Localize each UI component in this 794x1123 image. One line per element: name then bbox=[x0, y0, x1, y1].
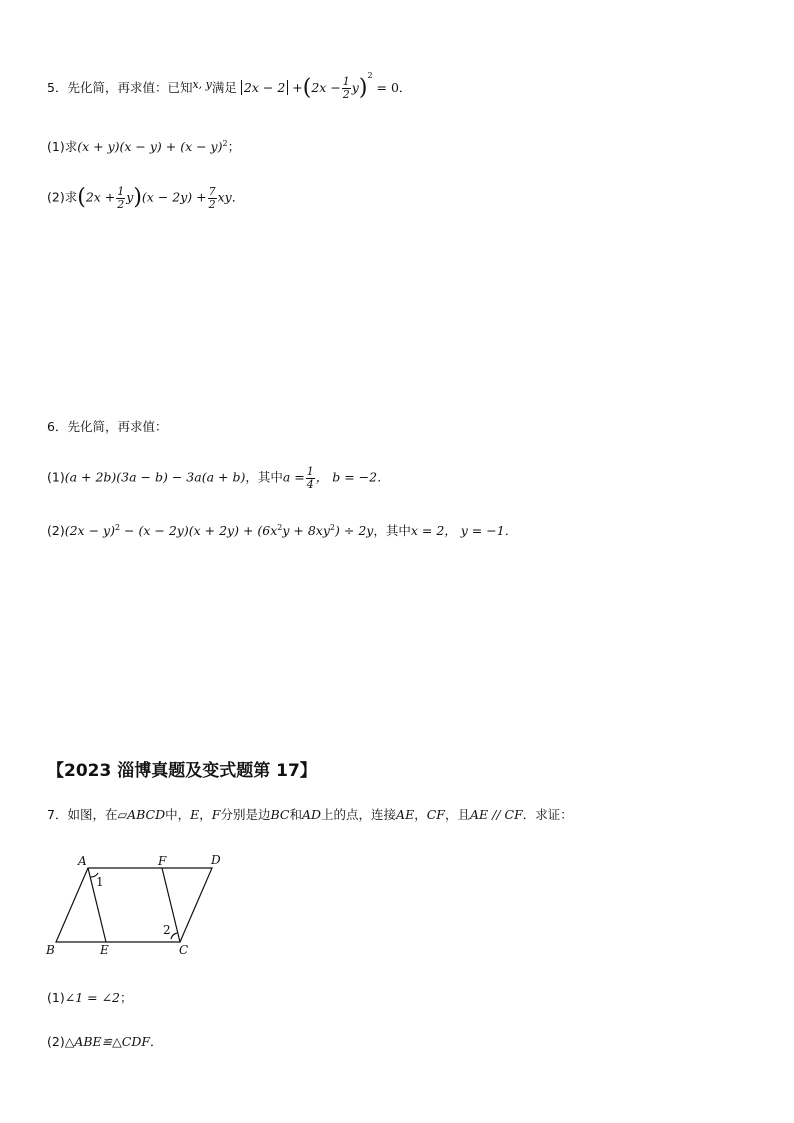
q7-t7: ，且 bbox=[444, 807, 470, 822]
q6-part2-mid: ，其中 bbox=[373, 523, 411, 539]
q5-prefix: 5．先化简，再求值：已知 bbox=[47, 80, 193, 95]
q7-part2 bbox=[47, 1036, 163, 1049]
label-c: C bbox=[179, 943, 189, 957]
q6-part1-a: a = bbox=[282, 469, 305, 485]
q7-ae: AE bbox=[396, 807, 415, 822]
angle-2-arc bbox=[171, 933, 177, 939]
q7-cf: CF bbox=[426, 807, 445, 822]
q7-t1: 中， bbox=[165, 807, 191, 822]
label-a: A bbox=[78, 854, 87, 868]
label-d: D bbox=[211, 853, 221, 867]
q6-part1-expr: (a + 2b)(3a − b) − 3a(a + b) bbox=[64, 469, 246, 485]
q6-part2 bbox=[47, 524, 517, 538]
q6-part2-sq1: 2 bbox=[114, 523, 121, 532]
q5-paren-a: 2x − bbox=[311, 80, 341, 95]
label-angle-1: 1 bbox=[96, 875, 104, 889]
section-heading: 【2023 淄博真题及变式题第 17】 bbox=[47, 761, 317, 781]
q5-plus: + bbox=[292, 80, 303, 95]
q5-part2-a: 2x + bbox=[85, 189, 116, 205]
q5-abs-expr: 2x − 2 bbox=[241, 80, 288, 95]
q5-part2-label: (2)求 bbox=[47, 189, 78, 205]
q7-f: F bbox=[211, 807, 221, 822]
q6-part2-sq2: 2 bbox=[277, 523, 283, 532]
q6-part1-b: ， b = −2． bbox=[315, 469, 390, 485]
q5-part1-label: (1)求 bbox=[47, 139, 78, 155]
q6-part1-label: (1) bbox=[47, 469, 65, 485]
q6-part1-frac: $\frac{1}{4}$ bbox=[306, 465, 314, 491]
q7-t5: 上的点，连接 bbox=[321, 807, 397, 822]
q7-e: E bbox=[190, 807, 200, 822]
q5-part2-frac2: $\frac{7}{2}$ bbox=[208, 185, 216, 211]
q5-part2-b: y bbox=[126, 189, 134, 205]
q7-t2: ， bbox=[199, 807, 212, 822]
q6-part2-label: (2) bbox=[47, 523, 65, 539]
q5-part2-c: (x − 2y) + bbox=[141, 189, 207, 205]
q7-part1-expr: ∠1 = ∠2 bbox=[64, 990, 120, 1005]
q6-part2-expr4: ) ÷ 2y bbox=[335, 523, 374, 539]
q5-vars: x, y bbox=[192, 78, 212, 91]
q6-part2-expr1: (2x − y) bbox=[64, 523, 115, 539]
q6-part1 bbox=[47, 466, 390, 490]
q7-part2-label: (2) bbox=[47, 1034, 65, 1049]
q7-part2-end: ． bbox=[150, 1034, 163, 1049]
q5-mid: 满足 bbox=[211, 80, 237, 95]
q6-part2-vals: x = 2， y = −1． bbox=[410, 523, 518, 539]
label-e: E bbox=[100, 943, 109, 957]
q5-square: 2 bbox=[367, 71, 373, 80]
q5-tail: = 0． bbox=[376, 80, 412, 95]
q5-part1-expr: (x + y)(x − y) + (x − y) bbox=[77, 139, 223, 155]
q7-t4: 和 bbox=[289, 807, 302, 822]
q6-title: 6．先化简，再求值： bbox=[47, 419, 168, 434]
q6-part2-expr2: − (x − 2y)(x + 2y) + (6x bbox=[124, 523, 278, 539]
q6-part2-expr3: y + 8xy bbox=[282, 523, 330, 539]
q5-part2: (2)求(2x + $\frac{1}{2}$ y)(x − 2y) + $\frac{7}{2}$ xy． bbox=[47, 185, 245, 211]
q7-bc: BC bbox=[270, 807, 290, 822]
q7-shape: ▱ABCD bbox=[117, 807, 166, 822]
q5-part1-square: 2 bbox=[222, 139, 228, 148]
q5-part1 bbox=[47, 140, 240, 154]
q7-t8: ．求证： bbox=[522, 807, 573, 822]
q7-t6: ， bbox=[414, 807, 427, 822]
parallelogram-abcd bbox=[56, 868, 212, 942]
label-f: F bbox=[158, 854, 167, 868]
label-b: B bbox=[46, 943, 55, 957]
q5-part1-end: ； bbox=[227, 139, 241, 155]
q7-part1-label: (1) bbox=[47, 990, 65, 1005]
q7-part2-expr: △ABE≌△CDF bbox=[64, 1034, 151, 1049]
parallelogram-figure bbox=[40, 850, 240, 962]
label-angle-2: 2 bbox=[163, 923, 171, 937]
q7-parallel: AE // CF bbox=[469, 807, 523, 822]
q6-part1-mid: ，其中 bbox=[245, 469, 283, 485]
q5-part2-end: ． bbox=[231, 189, 245, 205]
q5-part2-frac: $\frac{1}{2}$ bbox=[117, 185, 125, 211]
q5-statement: 5．先化简，再求值：已知x, y满足 2x − 2 +(2x − $\frac{1}{2}$ y)$^2$ = 0． bbox=[47, 71, 412, 101]
q7-part1-end: ； bbox=[120, 990, 133, 1005]
q5-part2-d: xy bbox=[217, 189, 232, 205]
q7-ad: AD bbox=[301, 807, 322, 822]
q7-prefix: 7．如图，在 bbox=[47, 807, 118, 822]
q5-paren-b: y bbox=[351, 80, 359, 95]
q7-statement bbox=[47, 809, 573, 822]
q7-part1 bbox=[47, 992, 133, 1005]
q5-frac: $\frac{1}{2}$ bbox=[342, 75, 350, 101]
q6-part2-sq3: 2 bbox=[329, 523, 336, 532]
q7-t3: 分别是边 bbox=[220, 807, 271, 822]
